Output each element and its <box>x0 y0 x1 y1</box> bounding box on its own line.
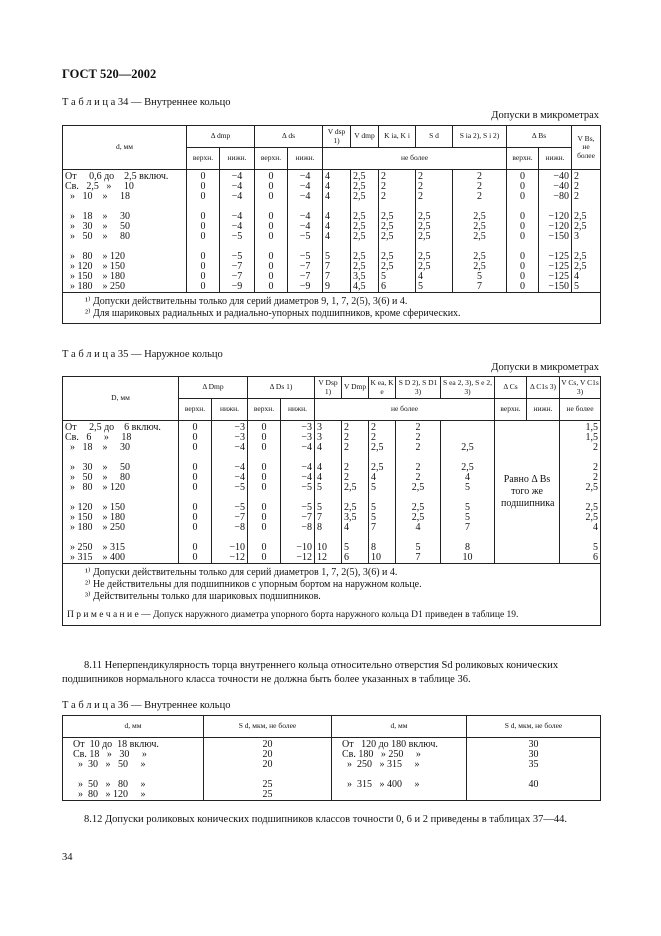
t36-sd1-column: 20 20 20 25 25 <box>204 738 332 801</box>
t35-col-ds-lower: −3 −3 −4 −4 −4 −5 −5 −7 −8 −10 −12 <box>281 421 315 564</box>
t34-col-kia: 2 2 2 2,5 2,5 2,5 2,5 2,5 5 6 <box>379 170 416 293</box>
t34-header-vdsp: V dsp 1) <box>323 126 351 148</box>
t35-header-lower: нижн. <box>527 399 560 421</box>
t35-header-dmp: Δ Dmp <box>179 377 248 399</box>
t35-col-kea: 2 2 2,5 2,5 4 5 5 5 7 8 10 <box>369 421 396 564</box>
t34-col-vbs: 2 2 2 2,5 2,5 3 2,5 2,5 4 5 <box>572 170 601 293</box>
t34-header-bs: Δ Bs <box>507 126 572 148</box>
t35-header-vdmp: V Dmp <box>342 377 369 399</box>
t35-col-vdmp: 2 2 2 2 2 2,5 2,5 3,5 4 5 6 <box>342 421 369 564</box>
table-36-caption: Т а б л и ц а 36 — Внутреннее кольцо <box>62 700 231 711</box>
t36-header-sd2: S d, мкм, не более <box>467 716 601 738</box>
t35-header-vcs: V Cs, V C1s 3) <box>560 377 601 399</box>
t34-header-d: d, мм <box>63 126 187 170</box>
t35-note-label: П р и м е ч а н и е <box>67 610 139 620</box>
t35-col-dmp-upper: 0 0 0 0 0 0 0 0 0 0 0 <box>179 421 212 564</box>
t34-d-column: От 0,6 до 2,5 включ. Св. 2,5 » 10 » 10 » 18 » 18 » 30 » 30 » 50 » 50 » 80 » 80 » 120 » 120 » 150 » 150 » 180 » 180 » 250 <box>65 171 169 292</box>
t35-header-d: D, мм <box>63 377 179 421</box>
t35-header-c1s: Δ C1s 3) <box>527 377 560 399</box>
t34-header-vdmp: V dmp <box>351 126 379 148</box>
t34-col-ds-upper: 0 0 0 0 0 0 0 0 0 0 <box>255 170 288 293</box>
t34-col-vdmp: 2,5 2,5 2,5 2,5 2,5 2,5 2,5 2,5 3,5 4,5 <box>351 170 379 293</box>
t35-header-upper: верхн. <box>248 399 281 421</box>
t35-header-lower: нижн. <box>281 399 315 421</box>
t35-footnotes <box>63 564 601 626</box>
t34-header-sia: S ia 2), S i 2) <box>453 126 507 148</box>
t34-header-upper: верхн. <box>507 148 539 170</box>
t34-header-ds: Δ ds <box>255 126 323 148</box>
table-35-unit-note: Допуски в микрометрах <box>491 362 599 373</box>
t34-col-sd: 2 2 2 2,5 2,5 2,5 2,5 2,5 4 5 <box>416 170 453 293</box>
t34-col-bs-lower: −40 −40 −80 −120 −120 −150 −125 −125 −125 −150 <box>539 170 572 293</box>
t34-header-lower: нижн. <box>288 148 323 170</box>
t35-footnote-3: ³⁾ Действительны только для шариковых подшипников. <box>85 591 321 602</box>
t35-header-cs: Δ Cs <box>495 377 527 399</box>
t34-footnote-1: ¹⁾ Допуски действительны только для серий диаметров 9, 1, 7, 2(5), 3(6) и 4. <box>85 296 408 307</box>
t34-col-ds-lower: −4 −4 −4 −4 −4 −5 −5 −7 −7 −9 <box>288 170 323 293</box>
t34-footnote-2: ²⁾ Для шариковых радиальных и радиально-упорных подшипников, кроме сферических. <box>85 308 461 319</box>
table-35-caption: Т а б л и ц а 35 — Наружное кольцо <box>62 349 223 360</box>
t35-equal-bs-note: Равно Δ Bs того же подшипника <box>495 421 560 564</box>
t35-col-sd: 2 2 2 2 2 2,5 2,5 2,5 4 5 7 <box>396 421 441 564</box>
t35-header-sea: S ea 2, 3), S e 2, 3) <box>441 377 495 399</box>
t35-header-ds: Δ Ds 1) <box>248 377 315 399</box>
t34-header-lower: нижн. <box>220 148 255 170</box>
t34-header-kia: K ia, K i <box>379 126 416 148</box>
t34-col-dmp-upper: 0 0 0 0 0 0 0 0 0 0 <box>187 170 220 293</box>
t36-header-d1: d, мм <box>63 716 204 738</box>
t34-col-dmp-lower: −4 −4 −4 −4 −4 −5 −5 −7 −7 −9 <box>220 170 255 293</box>
t35-col-vdsp: 3 3 4 4 4 5 5 7 8 10 12 <box>315 421 342 564</box>
t35-header-vdsp: V Dsp 1) <box>315 377 342 399</box>
t35-header-upper: верхн. <box>179 399 212 421</box>
t35-header-sd: S D 2), S D1 3) <box>396 377 441 399</box>
t35-note <box>67 609 596 621</box>
t34-header-lower: нижн. <box>539 148 572 170</box>
table-36 <box>62 715 601 801</box>
t34-header-sd: S d <box>416 126 453 148</box>
t35-header-upper: верхн. <box>495 399 527 421</box>
t36-d2-column: От 120 до 180 включ. Св. 180 » 250 » » 250 » 315 » » 315 » 400 » <box>332 738 467 801</box>
t35-col-sea: 2,5 2,5 4 5 5 5 7 8 10 <box>441 421 495 564</box>
table-34 <box>62 125 601 324</box>
t35-footnote-1: ¹⁾ Допуски действительны только для серий диаметров 1, 7, 2(5), 3(6) и 4. <box>85 567 398 578</box>
t34-footnotes <box>63 293 601 324</box>
t35-footnote-2: ²⁾ Не действительны для подшипников с упорным бортом на наружном кольце. <box>85 579 422 590</box>
t35-col-dmp-lower: −3 −3 −4 −4 −4 −5 −5 −7 −8 −10 −12 <box>212 421 248 564</box>
t35-note-text: — Допуск наружного диаметра упорного борта наружного кольца D1 приведен в таблице 19. <box>138 610 519 620</box>
t35-header-not-more: не более <box>315 399 495 421</box>
t36-sd2-column: 30 30 35 40 <box>467 738 601 801</box>
t34-header-vbs: V Bs, не более <box>572 126 601 170</box>
page-number: 34 <box>62 852 73 863</box>
table-34-unit-note: Допуски в микрометрах <box>491 110 599 121</box>
t34-header-not-more: не более <box>323 148 507 170</box>
t34-col-vdsp: 4 4 4 4 4 4 5 7 7 9 <box>323 170 351 293</box>
t35-col-ds-upper: 0 0 0 0 0 0 0 0 0 0 0 <box>248 421 281 564</box>
t35-header-not-more: не более <box>560 399 601 421</box>
t36-d1-column: От 10 до 18 включ. Св. 18 » 30 » » 30 » 50 » » 50 » 80 » » 80 » 120 » <box>73 739 159 800</box>
t35-header-lower: нижн. <box>212 399 248 421</box>
t34-col-sia: 2 2 2 2,5 2,5 2,5 2,5 2,5 5 7 <box>453 170 507 293</box>
paragraph-8-12: 8.12 Допуски роликовых конических подшипников классов точности 0, 6 и 2 приведены в таблицах 37—44. <box>84 814 567 825</box>
document-title: ГОСТ 520—2002 <box>62 67 157 81</box>
paragraph-8-11: 8.11 Неперпендикулярность торца внутреннего кольца относительно отверстия Sd роликовых конических подшипников нормального класса точности не должна быть более указанных в таблице 36. <box>62 660 559 685</box>
table-34-caption: Т а б л и ц а 34 — Внутреннее кольцо <box>62 97 231 108</box>
table-35 <box>62 376 601 626</box>
t35-header-kea: K ea, K e <box>369 377 396 399</box>
t34-col-bs-upper: 0 0 0 0 0 0 0 0 0 0 <box>507 170 539 293</box>
t34-header-upper: верхн. <box>187 148 220 170</box>
t35-col-vcs: 1,5 1,5 2 2 2 2,5 2,5 2,5 4 5 6 <box>560 421 601 564</box>
t36-header-sd1: S d, мкм, не более <box>204 716 332 738</box>
t35-d-column: От 2,5 до 6 включ. Св. 6 » 18 » 18 » 30 » 30 » 50 » 50 » 80 » 80 » 120 » 120 » 150 » 150 » 180 » 180 » 250 » 250 » 315 » 315 » 400 <box>65 422 161 563</box>
t36-header-d2: d, мм <box>332 716 467 738</box>
t34-header-dmp: Δ dmp <box>187 126 255 148</box>
t34-header-upper: верхн. <box>255 148 288 170</box>
